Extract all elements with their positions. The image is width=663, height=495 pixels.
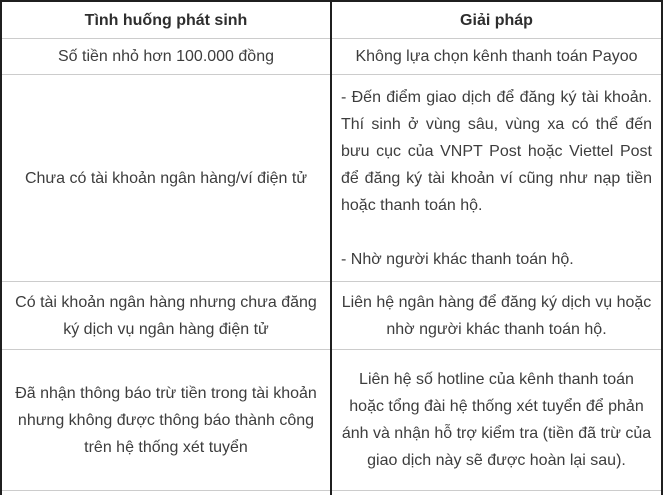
- situation-cell: Chưa có tài khoản ngân hàng/ví điện tử: [1, 75, 331, 282]
- solution-paragraph: - Nhờ người khác thanh toán hộ.: [341, 250, 574, 268]
- solution-cell: Liên hệ số hotline của kênh thanh toán hoặc tổng đài hệ thống xét tuyển để phản ánh và nhận hỗ trợ kiểm tra (tiền đã trừ của giao dịch này sẽ được hoàn lại sau).: [331, 350, 662, 491]
- table-row: [1, 282, 662, 350]
- situation-cell: Có tài khoản ngân hàng nhưng chưa đăng ký dịch vụ ngân hàng điện tử: [1, 282, 331, 350]
- column-header-solution: Giải pháp: [331, 1, 662, 39]
- header-row: [1, 1, 662, 39]
- solution-cell: Không lựa chọn kênh thanh toán Payoo: [331, 39, 662, 75]
- situation-cell: Số tiền nhỏ hơn 100.000 đồng: [1, 39, 331, 75]
- solution-cell: [331, 491, 662, 495]
- table-row: [1, 75, 662, 282]
- table-row-cutoff: [1, 491, 662, 495]
- situation-cell: Đã nhận thông báo trừ tiền trong tài khoản nhưng không được thông báo thành công trên hệ thống xét tuyển: [1, 350, 331, 491]
- solution-cell: [331, 75, 662, 282]
- solution-cell: Liên hệ ngân hàng để đăng ký dịch vụ hoặc nhờ người khác thanh toán hộ.: [331, 282, 662, 350]
- solution-paragraph: - Đến điểm giao dịch để đăng ký tài khoản. Thí sinh ở vùng sâu, vùng xa có thể đến bưu cục của VNPT Post hoặc Viettel Post để đăng ký tài khoản ví cũng như nạp tiền hoặc thanh toán hộ.: [341, 88, 652, 214]
- column-header-situation: Tình huống phát sinh: [84, 11, 248, 29]
- table-row: [1, 350, 662, 491]
- table-row: [1, 39, 662, 75]
- situation-cell: [1, 491, 331, 495]
